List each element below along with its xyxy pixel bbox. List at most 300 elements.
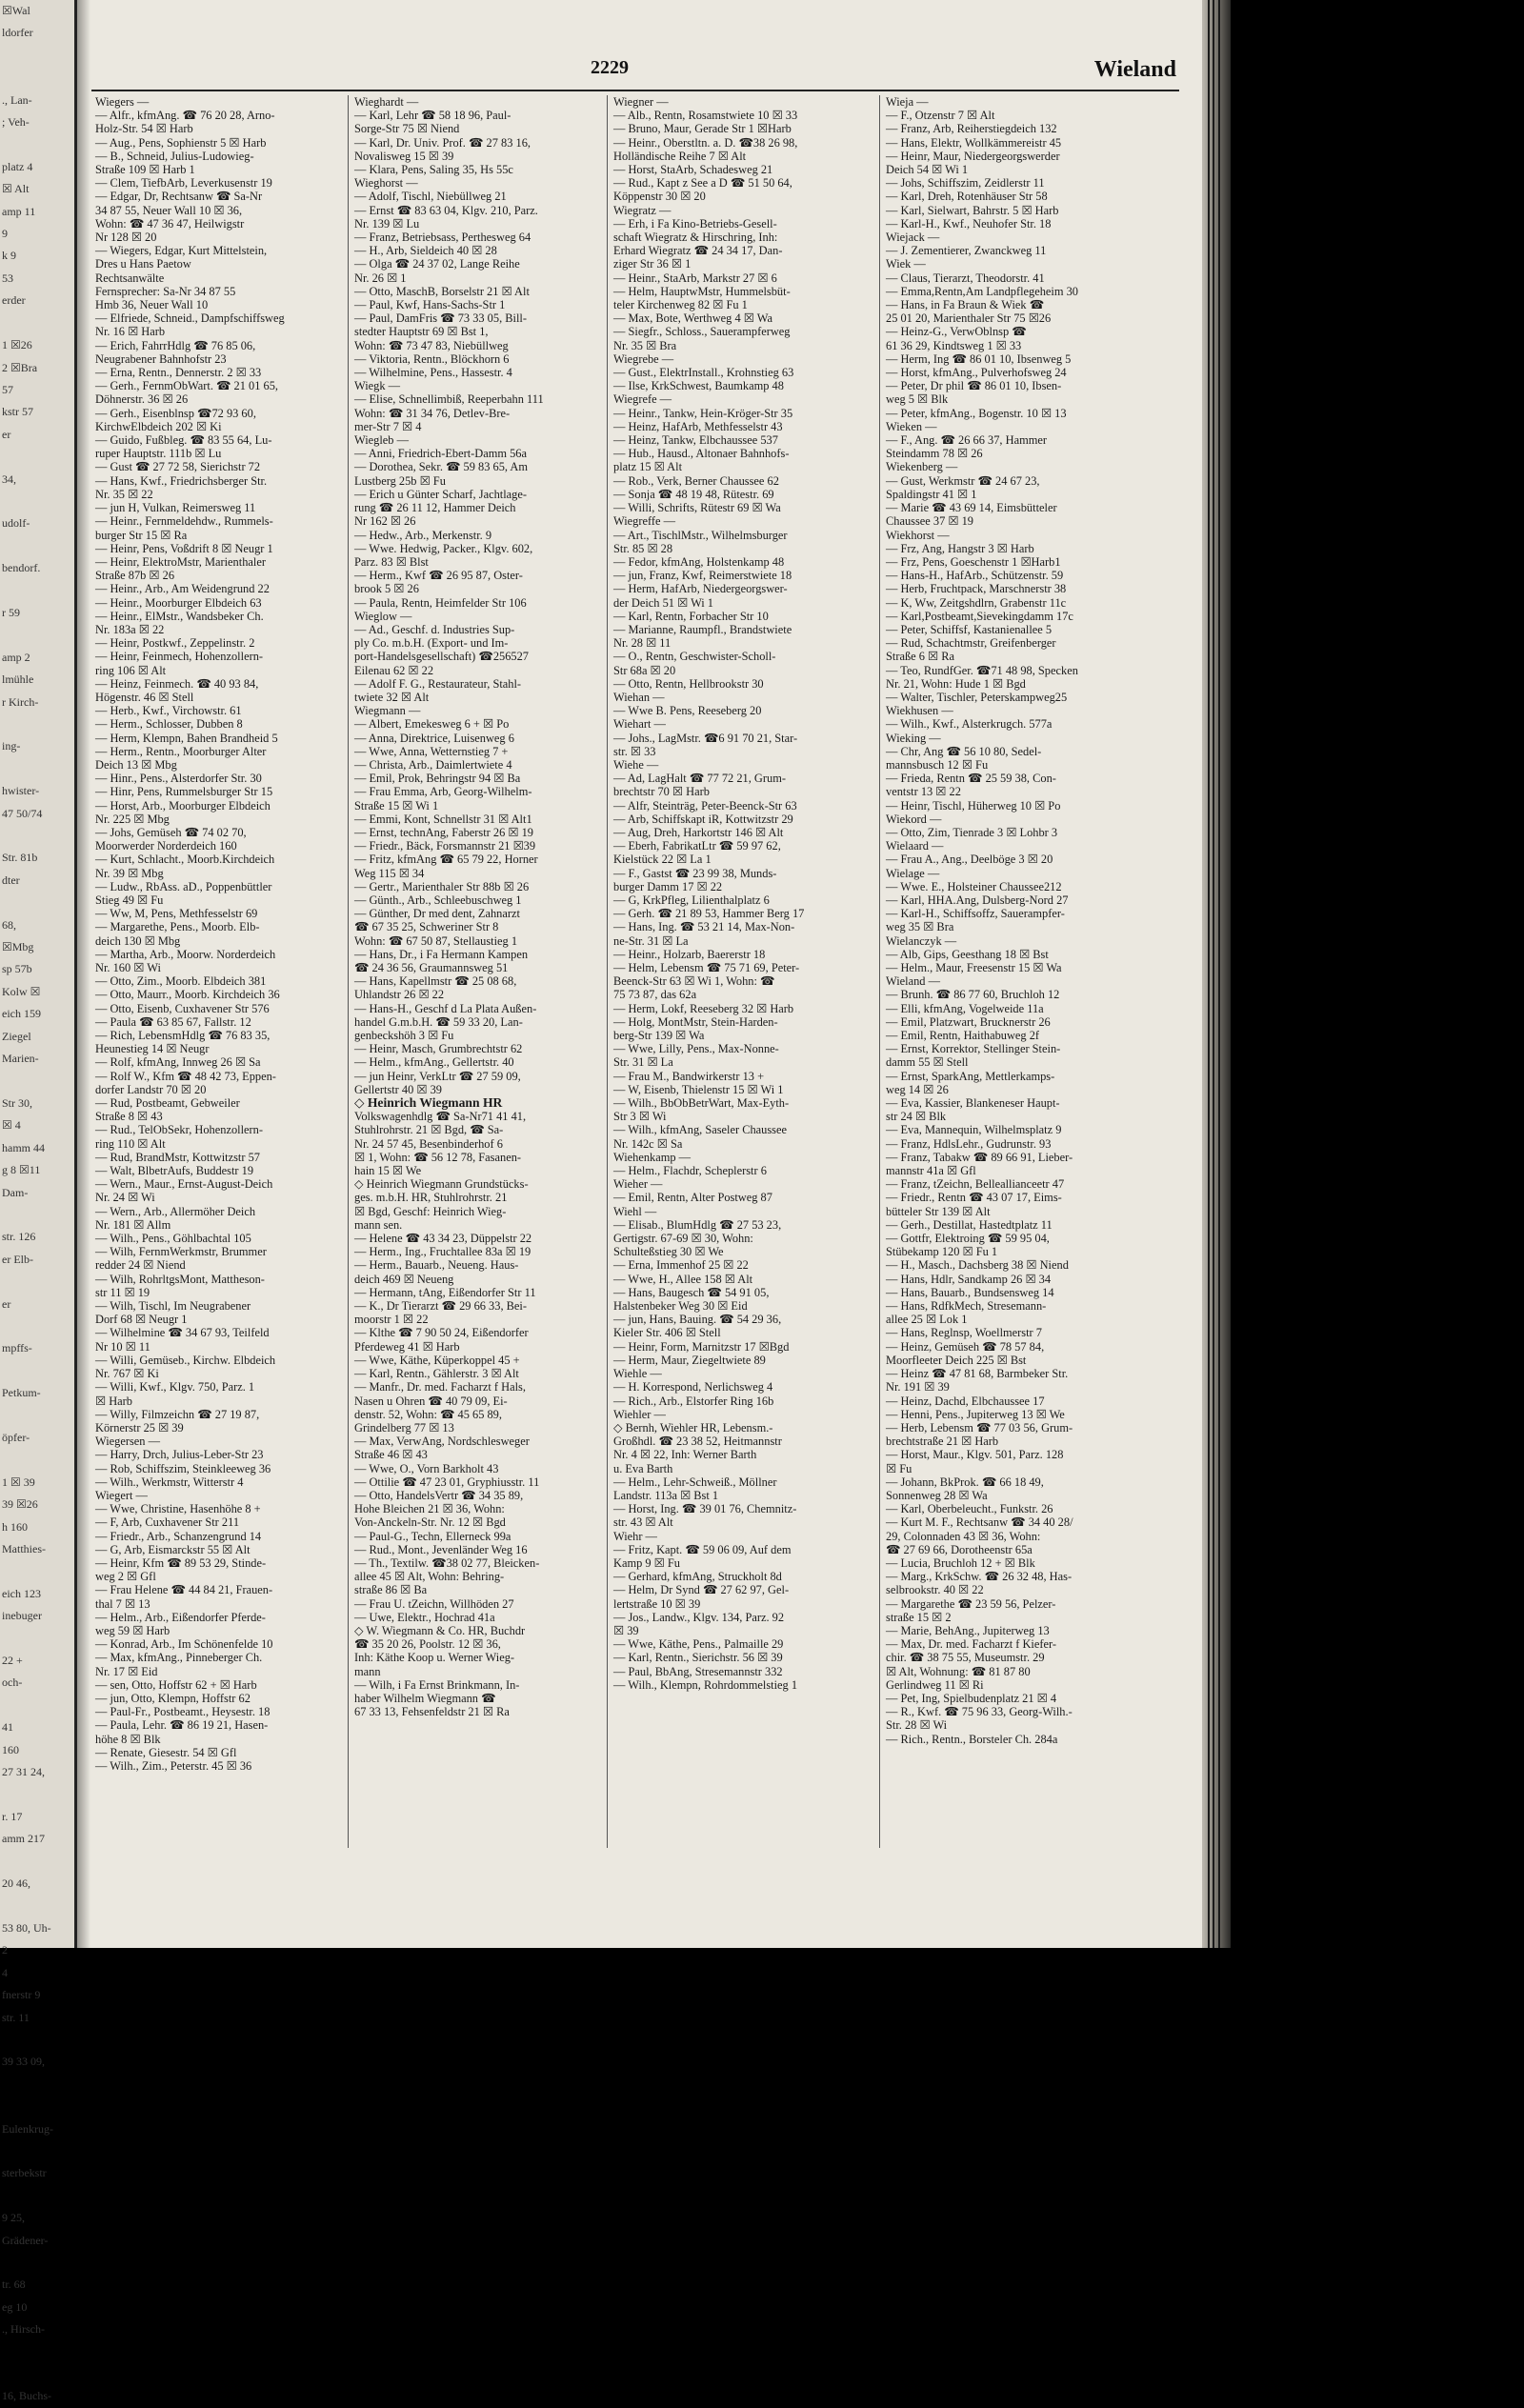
- directory-entry-line: — Alfr, Steinträg, Peter-Beenck-Str 63: [613, 798, 797, 813]
- directory-entry-line: — Rolf W., Kfm ☎ 48 42 73, Eppen-: [95, 1069, 276, 1083]
- edge-text-fragment: [0, 312, 74, 334]
- directory-entry-line: — Paul, DamFris ☎ 73 33 05, Bill-: [354, 311, 527, 326]
- directory-entry-line: — Wwe. Hedwig, Packer., Klgv. 602,: [354, 541, 533, 555]
- directory-entry-line: Köppenstr 30 ☒ 20: [613, 190, 706, 204]
- directory-entry-line: — Konrad, Arb., Im Schönenfelde 10: [95, 1637, 273, 1652]
- directory-entry-line: ply Co. m.b.H. (Export- und Im-: [354, 636, 509, 651]
- surname-heading: Wiegreffe —: [613, 514, 675, 529]
- directory-entry-line: — Ernst ☎ 83 63 04, Klgv. 210, Parz.: [354, 203, 538, 217]
- directory-entry-line: Hohe Bleichen 21 ☒ 36, Wohn:: [354, 1502, 505, 1516]
- edge-text-fragment: ; Veh-: [2, 115, 30, 130]
- directory-entry-line: — W, Eisenb, Thielenstr 15 ☒ Wi 1: [613, 1082, 784, 1096]
- directory-entry-line: Nr 128 ☒ 20: [95, 231, 157, 245]
- directory-entry-line: — Rob., Verk, Berner Chaussee 62: [613, 473, 779, 488]
- surname-heading: Wiehenkamp —: [613, 1150, 692, 1164]
- edge-text-fragment: ☒ 4: [2, 1118, 21, 1133]
- directory-entry-line: — Heinr, Pens, Voßdrift 8 ☒ Neugr 1: [95, 541, 273, 555]
- edge-text-fragment: 39 ☒26: [2, 1497, 38, 1512]
- directory-entry-line: — Gerh., FernmObWart. ☎ 21 01 65,: [95, 379, 279, 393]
- directory-entry-line: — Helm, HauptwMstr, Hummelsbüt-: [613, 284, 791, 298]
- directory-entry-line: Straße 6 ☒ Ra: [886, 650, 955, 664]
- directory-entry-line: ring 106 ☒ Alt: [95, 663, 167, 677]
- directory-entry-line: — Karl,Postbeamt,Sievekingdamm 17c: [886, 609, 1073, 623]
- edge-text-fragment: Ziegel: [2, 1029, 31, 1043]
- directory-entry-line: Chaussee 37 ☒ 19: [886, 514, 973, 529]
- directory-entry-line: — Emmi, Kont, Schnellstr 31 ☒ Alt1: [354, 812, 532, 826]
- directory-entry-line: — B., Schneid, Julius-Ludowieg-: [95, 149, 254, 163]
- directory-entry-line: u. Eva Barth: [613, 1461, 673, 1475]
- directory-entry-line: — Erna, Rentn., Dennerstr. 2 ☒ 33: [95, 366, 262, 380]
- edge-text-fragment: 68,: [2, 917, 16, 932]
- directory-entry-line: ☎ 67 35 25, Schweriner Str 8: [354, 920, 499, 934]
- surname-heading: Wiegleb —: [354, 433, 409, 448]
- edge-text-fragment: 160: [2, 1742, 19, 1756]
- directory-entry-line: — Emil, Prok, Behringstr 94 ☒ Ba: [354, 772, 521, 786]
- edge-text-fragment: [0, 2185, 74, 2207]
- directory-entry-line: Wohn: ☎ 67 50 87, Stellaustieg 1: [354, 933, 518, 948]
- edge-text-fragment: [0, 1628, 74, 1650]
- surname-heading: Wiehan —: [613, 690, 665, 704]
- directory-entry-line: 34 87 55, Neuer Wall 10 ☒ 36,: [95, 203, 243, 217]
- directory-entry-line: ges. m.b.H. HR, Stuhlrohrstr. 21: [354, 1191, 508, 1205]
- directory-entry-line: — Max, Dr. med. Facharzt f Kiefer-: [886, 1637, 1057, 1652]
- directory-entry-line: — Willy, Filmzeichn ☎ 27 19 87,: [95, 1407, 260, 1421]
- directory-entry-line: — Albert, Emekesweg 6 + ☒ Po: [354, 717, 510, 732]
- directory-entry-line: Halstenbeker Weg 30 ☒ Eid: [613, 1299, 748, 1314]
- surname-heading: Wiegersen —: [95, 1435, 160, 1449]
- directory-entry-line: schaft Wiegratz & Hirschring, Inh:: [613, 231, 778, 245]
- surname-heading: Wiegratz —: [613, 203, 672, 217]
- directory-entry-line: — Hinr, Pens, Rummelsburger Str 15: [95, 785, 273, 799]
- directory-entry-line: Volkswagenhdlg ☎ Sa-Nr71 41 41,: [354, 1110, 527, 1124]
- directory-entry-line: — Emil, Rentn, Haithabuweg 2f: [886, 1029, 1040, 1043]
- directory-entry-line: — Ad, LagHalt ☎ 77 72 21, Grum-: [613, 772, 786, 786]
- directory-entry-line: ☎ 24 36 56, Graumannsweg 51: [354, 961, 509, 974]
- edge-text-fragment: [0, 2074, 74, 2096]
- surname-heading: Wiegk —: [354, 379, 401, 393]
- edge-text-fragment: r Kirch-: [2, 694, 39, 709]
- directory-entry-line: — Max, VerwAng, Nordschlesweger: [354, 1435, 530, 1449]
- edge-text-fragment: r 59: [2, 605, 20, 619]
- directory-entry-line: — Karl, Rentn, Forbacher Str 10: [613, 609, 769, 623]
- directory-entry-line: — Otto, Zim., Moorb. Elbdeich 381: [95, 974, 267, 989]
- directory-entry-line: — Fritz, Kapt. ☎ 59 06 09, Auf dem: [613, 1542, 792, 1556]
- directory-entry-line: genbeckshöh 3 ☒ Fu: [354, 1029, 454, 1043]
- directory-entry-line: — Gust ☎ 27 72 58, Sierichstr 72: [95, 460, 261, 474]
- edge-text-fragment: ., Hirsch-: [2, 2322, 45, 2337]
- directory-entry-line: — F., Ang. ☎ 26 66 37, Hammer: [886, 433, 1047, 448]
- directory-entry-line: — Herm., Kwf ☎ 26 95 87, Oster-: [354, 569, 523, 583]
- directory-entry-line: — Wilh, RohrltgsMont, Mattheson-: [95, 1272, 265, 1286]
- directory-entry-line: — Otto, MaschB, Borselstr 21 ☒ Alt: [354, 284, 530, 298]
- directory-entry-line: — Heinz, Dachd, Elbchaussee 17: [886, 1394, 1045, 1408]
- directory-entry-line: — Hub., Hausd., Altonaer Bahnhofs-: [613, 447, 790, 461]
- edge-text-fragment: bendorf.: [2, 561, 41, 575]
- directory-entry-line: str 11 ☒ 19: [95, 1285, 150, 1299]
- directory-entry-line: Inh: Käthe Koop u. Werner Wieg-: [354, 1651, 515, 1665]
- directory-entry-line: ne-Str. 31 ☒ La: [613, 933, 689, 948]
- edge-text-fragment: [0, 491, 74, 512]
- directory-entry-line: höhe 8 ☒ Blk: [95, 1732, 161, 1746]
- column-divider: [879, 95, 880, 1848]
- edge-text-fragment: sp 57b: [2, 962, 32, 976]
- directory-entry-line: — Franz, tZeichn, Belleallianceetr 47: [886, 1177, 1065, 1192]
- directory-entry-line: haber Wilhelm Wiegmann ☎: [354, 1691, 496, 1705]
- directory-entry-line: Spaldingstr 41 ☒ 1: [886, 487, 977, 501]
- directory-entry-line: — Karl, Sielwart, Bahrstr. 5 ☒ Harb: [886, 203, 1059, 217]
- directory-entry-line: Moorwerder Norderdeich 160: [95, 839, 237, 853]
- directory-entry-line: — Heinr, ElektroMstr, Marienthaler: [95, 554, 266, 569]
- surname-heading: Wiekhusen —: [886, 704, 953, 718]
- directory-entry-line: — Karl, Rentn., Gählerstr. 3 ☒ Alt: [354, 1367, 519, 1381]
- edge-text-fragment: [0, 2096, 74, 2117]
- surname-heading: Wiekenberg —: [886, 460, 958, 474]
- directory-entry-line: — Rud, Schachtmstr, Greifenberger: [886, 636, 1056, 651]
- directory-entry-line: — Paula, Rentn, Heimfelder Str 106: [354, 595, 527, 610]
- directory-entry-line: — Wilh., Kwf., Alsterkrugch. 577a: [886, 717, 1053, 732]
- directory-entry-line: — Eberh, FabrikatLtr ☎ 59 97 62,: [613, 839, 781, 853]
- directory-entry-line: — Walt, BlbetrAufs, Buddestr 19: [95, 1164, 254, 1178]
- directory-entry-line: — Franz, HdlsLehr., Gudrunstr. 93: [886, 1136, 1052, 1151]
- column-divider: [348, 95, 349, 1848]
- directory-entry-line: — Uwe, Elektr., Hochrad 41a: [354, 1610, 495, 1624]
- directory-entry-line: — Franz, Arb, Reiherstiegdeich 132: [886, 122, 1057, 136]
- directory-entry-line: ◇ Bernh, Wiehler HR, Lebensm.-: [613, 1420, 773, 1435]
- directory-entry-line: — Kurt M. F., Rechtsanw ☎ 34 40 28/: [886, 1515, 1073, 1530]
- directory-entry-line: — Peter, kfmAng., Bogenstr. 10 ☒ 13: [886, 406, 1067, 420]
- directory-entry-line: Heunestieg 14 ☒ Neugr: [95, 1042, 210, 1056]
- directory-entry-line: — Wwe, Christine, Hasenhöhe 8 +: [95, 1502, 261, 1516]
- directory-entry-line: — Willi, Gemüseb., Kirchw. Elbdeich: [95, 1353, 276, 1367]
- directory-entry-line: Nr. 28 ☒ 11: [613, 636, 672, 651]
- directory-entry-line: selbrookstr. 40 ☒ 22: [886, 1583, 984, 1597]
- edge-text-fragment: 39 33 09,: [2, 2055, 45, 2069]
- edge-text-fragment: [0, 1405, 74, 1427]
- directory-entry-line: — Hans, Dr., i Fa Hermann Kampen: [354, 947, 529, 961]
- edge-text-fragment: amm 217: [2, 1832, 45, 1846]
- directory-entry-line: rung ☎ 26 11 12, Hammer Deich: [354, 501, 516, 515]
- directory-entry-line: — Martha, Arb., Moorw. Norderdeich: [95, 947, 276, 961]
- directory-entry-line: — Helm., Flachdr, Scheplerstr 6: [613, 1164, 767, 1178]
- directory-entry-line: mannstr 41a ☒ Gfl: [886, 1164, 976, 1178]
- directory-entry-line: — Hans, Bauarb., Bundsensweg 14: [886, 1285, 1054, 1299]
- directory-entry-line: bütteler Str 139 ☒ Alt: [886, 1204, 991, 1218]
- directory-entry-line: str. ☒ 33: [613, 744, 656, 758]
- directory-entry-line: — Manfr., Dr. med. Facharzt f Hals,: [354, 1380, 526, 1395]
- directory-entry-line: weg 14 ☒ 26: [886, 1082, 949, 1096]
- surname-heading: Wiegrefe —: [613, 392, 672, 407]
- edge-text-fragment: 41: [2, 1720, 13, 1735]
- directory-entry-line: — Rich., Rentn., Borsteler Ch. 284a: [886, 1732, 1058, 1746]
- edge-text-fragment: Marien-: [2, 1052, 39, 1066]
- directory-entry-line: — Heinr., Tankw, Hein-Kröger-Str 35: [613, 406, 793, 420]
- directory-entry-line: ziger Str 36 ☒ 1: [613, 257, 692, 271]
- edge-text-fragment: 53 80, Uh-: [2, 1920, 51, 1935]
- directory-entry-line: Straße 109 ☒ Harb 1: [95, 163, 195, 177]
- edge-text-fragment: [0, 2140, 74, 2162]
- directory-entry-line: — Wern., Arb., Allermöher Deich: [95, 1204, 256, 1218]
- directory-entry-line: Nr. 139 ☒ Lu: [354, 216, 420, 231]
- directory-entry-line: — Emil, Platzwart, Brucknerstr 26: [886, 1014, 1051, 1029]
- directory-entry-line: Gerlindweg 11 ☒ Ri: [886, 1677, 984, 1692]
- directory-entry-line: — Karl, HHA.Ang, Dulsberg-Nord 27: [886, 893, 1069, 907]
- edge-text-fragment: 9: [2, 227, 8, 241]
- directory-entry-line: — Frau U. tZeichn, Willhöden 27: [354, 1596, 514, 1611]
- surname-heading: Wiek —: [886, 257, 926, 271]
- directory-entry-line: der Deich 51 ☒ Wi 1: [613, 595, 714, 610]
- directory-entry-line: — Heinr., Holzarb, Baererstr 18: [613, 947, 766, 961]
- directory-entry-line: — Franz, Tabakw ☎ 89 66 91, Lieber-: [886, 1150, 1073, 1164]
- directory-entry-line: — jun H, Vulkan, Reimersweg 11: [95, 501, 256, 515]
- edge-text-fragment: tr. 68: [2, 2278, 26, 2292]
- directory-entry-line: burger Damm 17 ☒ 22: [613, 879, 723, 893]
- directory-entry-line: 25 01 20, Marienthaler Str 75 ☒26: [886, 311, 1052, 326]
- edge-text-fragment: ☒Mbg: [2, 940, 34, 954]
- directory-entry-line: Nr. 35 ☒ 22: [95, 487, 153, 501]
- directory-entry-line: — Aug., Pens, Sophienstr 5 ☒ Harb: [95, 135, 267, 150]
- directory-entry-line: — Herm., Schlosser, Dubben 8: [95, 717, 243, 732]
- directory-entry-line: — Gerh., Eisenblnsp ☎72 93 60,: [95, 406, 256, 420]
- directory-entry-line: — Ottilie ☎ 47 23 01, Gryphiusstr. 11: [354, 1475, 540, 1489]
- directory-entry-line: mannsbusch 12 ☒ Fu: [886, 757, 989, 772]
- directory-entry-line: — jun, Franz, Kwf, Reimerstwiete 18: [613, 569, 792, 583]
- directory-entry-line: — Willi, Kwf., Klgv. 750, Parz. 1: [95, 1380, 255, 1395]
- surname-heading: Wielaard —: [886, 839, 944, 853]
- directory-entry-line: — Horst, Ing. ☎ 39 01 76, Chemnitz-: [613, 1502, 797, 1516]
- directory-entry-line: Sonnenweg 28 ☒ Wa: [886, 1488, 988, 1502]
- edge-text-fragment: k 9: [2, 249, 16, 263]
- directory-entry-line: — J. Zementierer, Zwanckweg 11: [886, 244, 1047, 258]
- edge-text-fragment: ldorfer: [2, 26, 33, 40]
- directory-entry-line: — Paula ☎ 63 85 67, Fallstr. 12: [95, 1014, 251, 1029]
- directory-entry-line: — Ww, M, Pens, Methfesselstr 69: [95, 907, 258, 921]
- directory-entry-line: — Emil, Rentn, Alter Postweg 87: [613, 1191, 772, 1205]
- directory-entry-line: — Horst, kfmAng., Pulverhofsweg 24: [886, 366, 1067, 380]
- directory-entry-line: weg 35 ☒ Bra: [886, 920, 954, 934]
- directory-entry-line: ☒ 1, Wohn: ☎ 56 12 78, Fasanen-: [354, 1150, 522, 1164]
- directory-entry-line: ☒ Alt, Wohnung: ☎ 81 87 80: [886, 1664, 1031, 1678]
- directory-entry-line: — Herb., Kwf., Virchowstr. 61: [95, 704, 242, 718]
- directory-entry-line: Fernsprecher: Sa-Nr 34 87 55: [95, 284, 236, 298]
- directory-entry-line: ◇ W. Wiegmann & Co. HR, Buchdr: [354, 1623, 526, 1637]
- directory-entry-line: Erhard Wiegratz ☎ 24 34 17, Dan-: [613, 244, 783, 258]
- edge-text-fragment: [0, 1315, 74, 1337]
- directory-entry-line: ◇ Heinrich Wiegmann HR: [354, 1095, 503, 1111]
- directory-entry-line: — sen, Otto, Hoffstr 62 + ☒ Harb: [95, 1677, 257, 1692]
- directory-entry-line: 75 73 87, das 62a: [613, 988, 697, 1002]
- directory-entry-line: — Alb., Rentn, Rosamstwiete 10 ☒ 33: [613, 109, 798, 123]
- edge-text-fragment: 4: [2, 1965, 8, 1979]
- directory-entry-line: — Wilh., Zim., Peterstr. 45 ☒ 36: [95, 1758, 252, 1773]
- directory-entry-line: — Wilh., Klempn, Rohrdommelstieg 1: [613, 1677, 798, 1692]
- directory-entry-line: — Adolf, Tischl, Niebüllweg 21: [354, 190, 507, 204]
- directory-entry-line: — Rich, LebensmHdlg ☎ 76 83 35,: [95, 1029, 271, 1043]
- directory-entry-line: — F., Otzenstr 7 ☒ Alt: [886, 109, 995, 123]
- directory-entry-line: Nr. 24 57 45, Besenbinderhof 6: [354, 1136, 503, 1151]
- directory-entry-line: — Teo, RundfGer. ☎71 48 98, Specken: [886, 663, 1078, 677]
- directory-entry-line: — Pet, Ing, Spielbudenplatz 21 ☒ 4: [886, 1691, 1057, 1705]
- surname-heading: Wiehler —: [613, 1407, 666, 1421]
- directory-entry-line: — Frz, Pens, Goeschenstr 1 ☒Harb1: [886, 554, 1061, 569]
- edge-text-fragment: 20 46,: [2, 1876, 30, 1891]
- directory-entry-line: — Margarethe ☎ 23 59 56, Pelzer-: [886, 1596, 1056, 1611]
- edge-text-fragment: [0, 580, 74, 602]
- directory-entry-line: 61 36 29, Kindtsweg 1 ☒ 33: [886, 338, 1022, 352]
- directory-entry-line: — Ludw., RbAss. aD., Poppenbüttler: [95, 879, 272, 893]
- directory-entry-line: — Paul, Kwf, Hans-Sachs-Str 1: [354, 298, 506, 312]
- directory-entry-line: — Günth., Arb., Schleebuschweg 1: [354, 893, 522, 907]
- directory-entry-line: — Heinz ☎ 47 81 68, Barmbeker Str.: [886, 1367, 1069, 1381]
- directory-entry-line: ☎ 35 20 26, Poolstr. 12 ☒ 36,: [354, 1637, 501, 1652]
- directory-entry-line: — Wilh., Werkmstr, Witterstr 4: [95, 1475, 244, 1489]
- directory-entry-line: — Paul-Fr., Postbeamt., Heysestr. 18: [95, 1705, 271, 1719]
- directory-entry-line: Nr. 39 ☒ Mbg: [95, 866, 164, 880]
- edge-text-fragment: [0, 713, 74, 735]
- edge-text-fragment: kstr 57: [2, 405, 33, 419]
- directory-entry-line: — Th., Textilw. ☎38 02 77, Bleicken-: [354, 1555, 540, 1570]
- edge-text-fragment: amp 11: [2, 204, 36, 218]
- directory-entry-line: Döhnerstr. 36 ☒ 26: [95, 392, 189, 407]
- directory-entry-line: Wohn: ☎ 73 47 83, Niebüllweg: [354, 338, 509, 352]
- directory-entry-line: Pferdeweg 41 ☒ Harb: [354, 1339, 460, 1354]
- directory-entry-line: — Hans, Elektr, Wollkämmereistr 45: [886, 135, 1062, 150]
- directory-entry-line: Hmb 36, Neuer Wall 10: [95, 298, 209, 312]
- directory-entry-line: ☎ 27 69 66, Dorotheenstr 65a: [886, 1542, 1033, 1556]
- directory-entry-line: — Herm, HafArb, Niedergeorgswer-: [613, 582, 788, 596]
- directory-entry-line: Nr. 4 ☒ 22, Inh: Werner Barth: [613, 1448, 757, 1462]
- edge-text-fragment: ing-: [2, 739, 21, 753]
- directory-entry-line: — Wiegers, Edgar, Kurt Mittelstein,: [95, 244, 268, 258]
- edge-text-fragment: [0, 2029, 74, 2051]
- directory-entry-line: — Helm., kfmAng., Gellertstr. 40: [354, 1055, 514, 1070]
- directory-entry-line: — Chr, Ang ☎ 56 10 80, Sedel-: [886, 744, 1042, 758]
- edge-text-fragment: 53: [2, 271, 13, 285]
- directory-entry-line: Nr. 24 ☒ Wi: [95, 1191, 155, 1205]
- directory-entry-line: — H. Korrespond, Nerlichsweg 4: [613, 1380, 773, 1395]
- directory-entry-line: Moorfleeter Deich 225 ☒ Bst: [886, 1353, 1027, 1367]
- surname-heading: Wieken —: [886, 419, 937, 433]
- directory-entry-line: 29, Colonnaden 43 ☒ 36, Wohn:: [886, 1529, 1041, 1543]
- directory-entry-line: — Guido, Fußbleg. ☎ 83 55 64, Lu-: [95, 433, 272, 448]
- edge-text-fragment: [0, 1695, 74, 1716]
- directory-entry-line: — Holg, MontMstr, Stein-Harden-: [613, 1014, 778, 1029]
- directory-entry-line: brook 5 ☒ 26: [354, 582, 419, 596]
- directory-entry-line: — Paul, BbAng, Stresemannstr 332: [613, 1664, 783, 1678]
- edge-text-fragment: 9 25,: [2, 2211, 25, 2225]
- directory-entry-line: — jun, Otto, Klempn, Hoffstr 62: [95, 1691, 251, 1705]
- directory-entry-line: Landstr. 113a ☒ Bst 1: [613, 1488, 719, 1502]
- edge-text-fragment: öpfer-: [2, 1431, 30, 1444]
- directory-entry-line: Novalisweg 15 ☒ 39: [354, 149, 454, 163]
- directory-entry-line: — Wilh, i Fa Ernst Brinkmann, In-: [354, 1677, 520, 1692]
- edge-text-fragment: 1 ☒ 39: [2, 1475, 35, 1489]
- edge-text-fragment: erder: [2, 293, 26, 308]
- directory-entry-line: — Alb, Gips, Geesthang 18 ☒ Bst: [886, 947, 1049, 961]
- directory-entry-line: Steindamm 78 ☒ 26: [886, 447, 983, 461]
- page-number: 2229: [591, 57, 629, 78]
- surname-heading: Wiegmann —: [354, 704, 421, 718]
- directory-entry-line: Stieg 49 ☒ Fu: [95, 893, 164, 907]
- directory-entry-line: — Karl, Oberbeleucht., Funkstr. 26: [886, 1502, 1053, 1516]
- directory-entry-line: — G, KrkPfleg, Lilienthalplatz 6: [613, 893, 770, 907]
- directory-entry-line: str 24 ☒ Blk: [886, 1110, 947, 1124]
- surname-heading: Wieking —: [886, 731, 941, 745]
- directory-entry-line: — Karl-H., Schiffsoffz, Sauerampfer-: [886, 907, 1065, 921]
- directory-entry-line: — Wwe, Käthe, Pens., Palmaille 29: [613, 1637, 784, 1652]
- directory-entry-line: brechtstraße 21 ☒ Harb: [886, 1435, 999, 1449]
- directory-entry-line: Nr. 142c ☒ Sa: [613, 1136, 683, 1151]
- directory-entry-line: — Horst, StaArb, Schadesweg 21: [613, 163, 773, 177]
- directory-entry-line: — Elise, Schnellimbiß, Reeperbahn 111: [354, 392, 544, 407]
- running-head: Wieland: [1093, 57, 1176, 82]
- directory-entry-line: twiete 32 ☒ Alt: [354, 690, 430, 704]
- directory-entry-line: — Heinz, Feinmech. ☎ 40 93 84,: [95, 676, 259, 691]
- edge-text-fragment: er: [2, 1296, 11, 1311]
- directory-entry-line: Nr. 21, Wohn: Hude 1 ☒ Bgd: [886, 676, 1026, 691]
- directory-entry-line: — Anni, Friedrich-Ebert-Damm 56a: [354, 447, 527, 461]
- directory-entry-line: — Günther, Dr med dent, Zahnarzt: [354, 907, 520, 921]
- directory-entry-line: brechtstr 70 ☒ Harb: [613, 785, 710, 799]
- edge-text-fragment: Grädener-: [2, 2233, 49, 2247]
- directory-entry-line: — Max, Bote, Werthweg 4 ☒ Wa: [613, 311, 772, 326]
- directory-entry-line: platz 15 ☒ Alt: [613, 460, 683, 474]
- directory-entry-line: straße 86 ☒ Ba: [354, 1583, 428, 1597]
- directory-entry-line: — Rud, Postbeamt, Gebweiler: [95, 1096, 240, 1111]
- directory-entry-line: — Herm, Klempn, Bahen Brandheid 5: [95, 731, 278, 745]
- edge-text-fragment: 2: [2, 1943, 8, 1957]
- directory-entry-line: — Wilh, Tischl, Im Neugrabener: [95, 1299, 251, 1314]
- book-spine: [1202, 0, 1231, 1948]
- directory-entry-line: — Johs, Schiffszim, Zeidlerstr 11: [886, 176, 1045, 191]
- edge-text-fragment: Dam-: [2, 1185, 29, 1199]
- directory-entry-line: berg-Str 139 ☒ Wa: [613, 1029, 705, 1043]
- directory-entry-line: — Wern., Maur., Ernst-August-Deich: [95, 1177, 273, 1192]
- directory-entry-line: — Friedr., Bäck, Forsmannstr 21 ☒39: [354, 839, 536, 853]
- directory-entry-line: — Erich u Günter Scharf, Jachtlage-: [354, 487, 527, 501]
- edge-text-fragment: hwister-: [2, 784, 40, 798]
- directory-entry-line: — Hermann, tAng, Eißendorfer Str 11: [354, 1285, 536, 1299]
- directory-entry-line: — Heinr, Form, Marnitzstr 17 ☒Bgd: [613, 1339, 790, 1354]
- directory-entry-line: — K, Ww, Zeitgshdlrn, Grabenstr 11c: [886, 595, 1067, 610]
- directory-entry-line: — Karl, Dreh, Rotenhäuser Str 58: [886, 190, 1048, 204]
- directory-entry-line: — Karl, Rentn., Sierichstr. 56 ☒ 39: [613, 1651, 783, 1665]
- surname-heading: Wieland —: [886, 974, 940, 989]
- directory-entry-line: Parz. 83 ☒ Blst: [354, 554, 429, 569]
- directory-entry-line: — Rud, BrandMstr, Kottwitzstr 57: [95, 1150, 260, 1164]
- directory-entry-line: — Wwe, H., Allee 158 ☒ Alt: [613, 1272, 753, 1286]
- edge-text-fragment: och-: [2, 1676, 23, 1690]
- directory-entry-line: — Elfriede, Schneid., Dampfschiffsweg: [95, 311, 285, 326]
- edge-text-fragment: 2 ☒Bra: [2, 360, 38, 374]
- edge-text-fragment: Kolw ☒: [2, 984, 41, 998]
- directory-entry-line: — Hans, Reglnsp, Woellmerstr 7: [886, 1326, 1042, 1340]
- directory-entry-line: Nr. 16 ☒ Harb: [95, 325, 166, 339]
- directory-entry-line: — Lucia, Bruchloh 12 + ☒ Blk: [886, 1555, 1035, 1570]
- directory-entry-line: Nr. 26 ☒ 1: [354, 271, 407, 285]
- directory-entry-line: — Art., TischlMstr., Wilhelmsburger: [613, 528, 788, 542]
- directory-entry-line: Str. 28 ☒ Wi: [886, 1718, 948, 1733]
- directory-entry-line: weg 2 ☒ Gfl: [95, 1570, 156, 1584]
- edge-text-fragment: str. 11: [2, 2010, 30, 2024]
- directory-entry-line: — Herb, Fruchtpack, Marschnerstr 38: [886, 582, 1067, 596]
- directory-entry-line: — Clem, TiefbArb, Leverkusenstr 19: [95, 176, 272, 191]
- directory-entry-line: — Hans, Ing. ☎ 53 21 14, Max-Non-: [613, 920, 795, 934]
- directory-entry-line: — Heinr., Moorburger Elbdeich 63: [95, 595, 262, 610]
- directory-entry-line: — Friedr., Arb., Schanzengrund 14: [95, 1529, 262, 1543]
- directory-entry-line: — Helene ☎ 43 34 23, Düppelstr 22: [354, 1232, 532, 1246]
- surname-heading: Wiehe —: [613, 757, 659, 772]
- surname-heading: Wiehl —: [613, 1204, 657, 1218]
